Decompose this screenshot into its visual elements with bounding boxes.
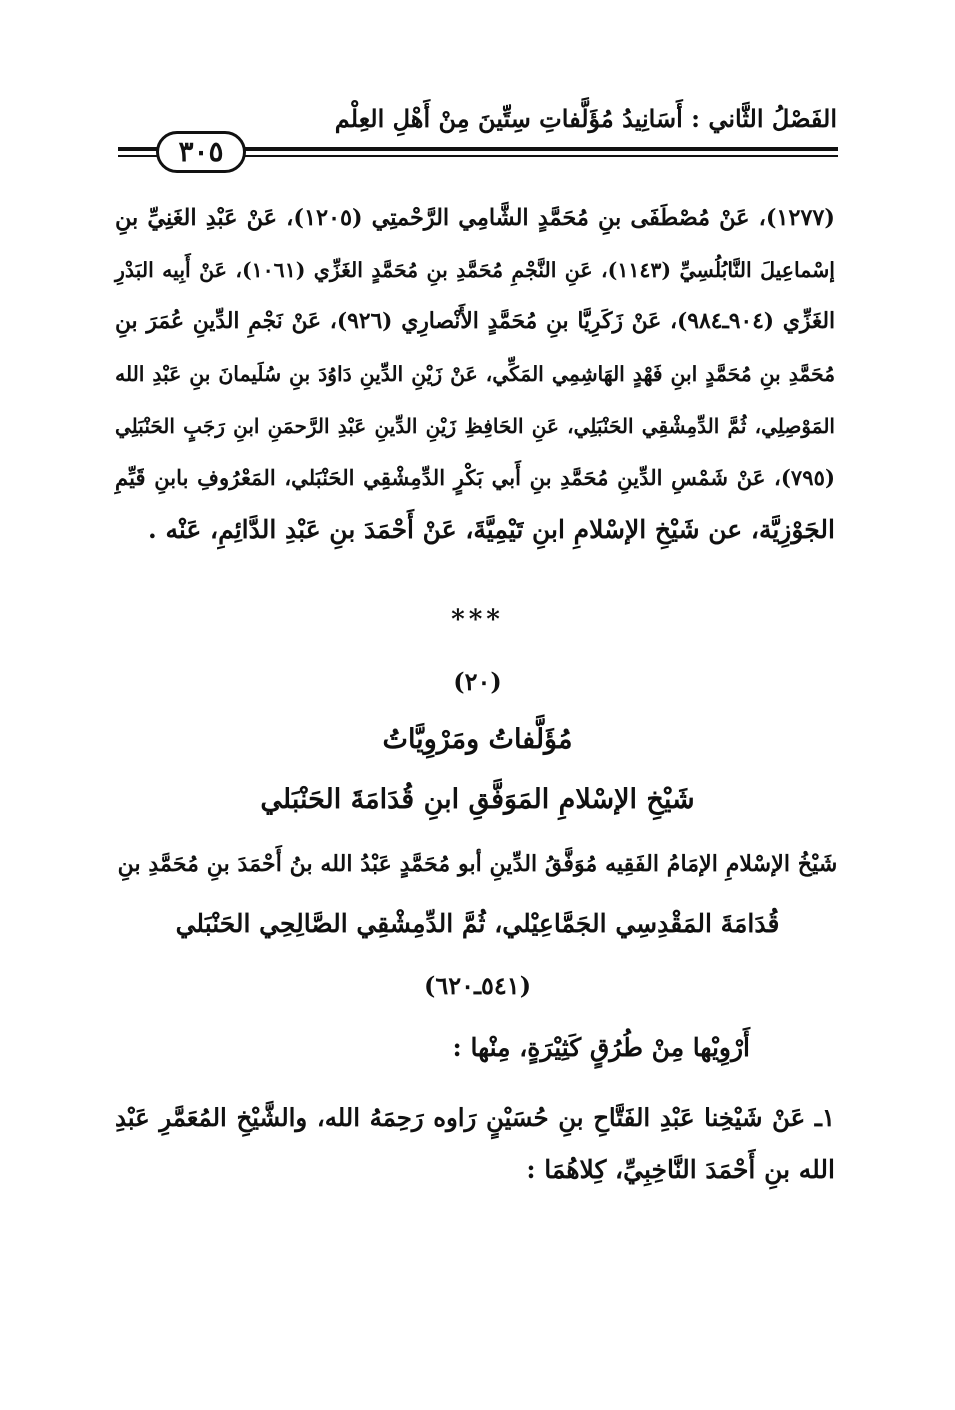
paragraph-line: الغَزِّي (٩٠٤ـ٩٨٤)، عَنْ زَكَرِيَّا بنِ مُحَمَّدٍ الأَنْصارِي (٩٢٦)، عَنْ نَجْمِ الدِّينِ عُمَرَ بنِ [115, 309, 835, 334]
section-title: مُؤَلَّفاتُ ومَرْوِيَّاتُ [382, 724, 573, 755]
section-subtitle: شَيْخِ الإسْلامِ المَوَفَّقِ ابنِ قُدَامَةَ الحَنْبَلي [260, 784, 695, 815]
scholar-dates: (٥٤١ـ٦٢٠) [423, 971, 532, 1000]
scholar-full-name-line-2: قُدَامَةَ المَقْدِسِي الجَمَّاعِيْلي، ثُمَّ الدِّمِشْقِي الصَّالِحِي الحَنْبَلي [175, 909, 780, 938]
paragraph-line: مُحَمَّدِ بنِ مُحَمَّدٍ ابنِ فَهْدٍ الهَاشِمِي المَكِّي، عَنْ زَيْنِ الدِّينِ دَاوُدَ بنِ سُلَيمانَ بنِ عَبْدِ الله [115, 362, 835, 386]
paragraph-line: (١٢٧٧)، عَنْ مُصْطَفَى بنِ مُحَمَّدٍ الشَّامِي الرَّحْمتِي (١٢٠٥)، عَنْ عَبْدِ الغَنِيِّ بنِ [115, 205, 835, 231]
intro-line: أَرْوِيْها مِنْ طُرُقٍ كَثِيْرَةٍ، مِنْها : [452, 1033, 750, 1062]
page-number: ٣٠٥ [156, 131, 246, 173]
paragraph-line: الجَوْزِيَّة، عن شَيْخِ الإسْلامِ ابنِ تَيْمِيَّةَ، عَنْ أَحْمَدَ بنِ عَبْدِ الدَّائِمِ، عَنْه . [148, 515, 835, 544]
item-line: الله بنِ أَحْمَدَ النَّاخِبِيِّ، كِلاهُمَا : [526, 1155, 835, 1184]
running-title: الفَصْلُ الثَّاني : أَسَانِيدُ مُؤَلَّفاتِ سِتِّينَ مِنْ أَهْلِ العِلْم [334, 104, 837, 133]
item-line: ١ـ عَنْ شَيْخِنا عَبْدِ الفَتَّاحِ بنِ حُسَيْنٍ رَاوه رَحِمَهُ الله، والشَّيْخِ المُعَمَّرِ عَبْدِ [115, 1103, 835, 1132]
section-separator: *** [451, 605, 504, 635]
paragraph-line: (٧٩٥)، عَنْ شَمْسِ الدِّينِ مُحَمَّدِ بنِ أَبي بَكْرٍ الدِّمِشْقِي الحَنْبَلي، المَعْرُوفِ بابنِ قَيِّمِ [115, 465, 835, 490]
paragraph-line: المَوْصِلِي، ثُمَّ الدِّمِشْقِي الحَنْبَلِي، عَنِ الحَافِظِ زَيْنِ الدِّينِ عَبْدِ الرَّحمَنِ ابنِ رَجَبٍ الحَنْبَلِي [115, 414, 835, 438]
scholar-full-name-line-1: شَيْخُ الإسْلامِ الإمَامُ الفَقِيه مُوَفَّقُ الدِّينِ أبو مُحَمَّدٍ عَبْدُ الله بنُ أَحْمَدَ بنِ مُحَمَّدِ بنِ [117, 851, 838, 877]
section-number: (٢٠) [453, 667, 502, 696]
paragraph-line: إسْماعِيلَ النَّابُلُسِيِّ (١١٤٣)، عَنِ النَّجْمِ مُحَمَّدِ بنِ مُحَمَّدٍ الغَزِّي (١٠٦١)، عَنْ أَبِيه البَدْرِ [115, 258, 835, 282]
